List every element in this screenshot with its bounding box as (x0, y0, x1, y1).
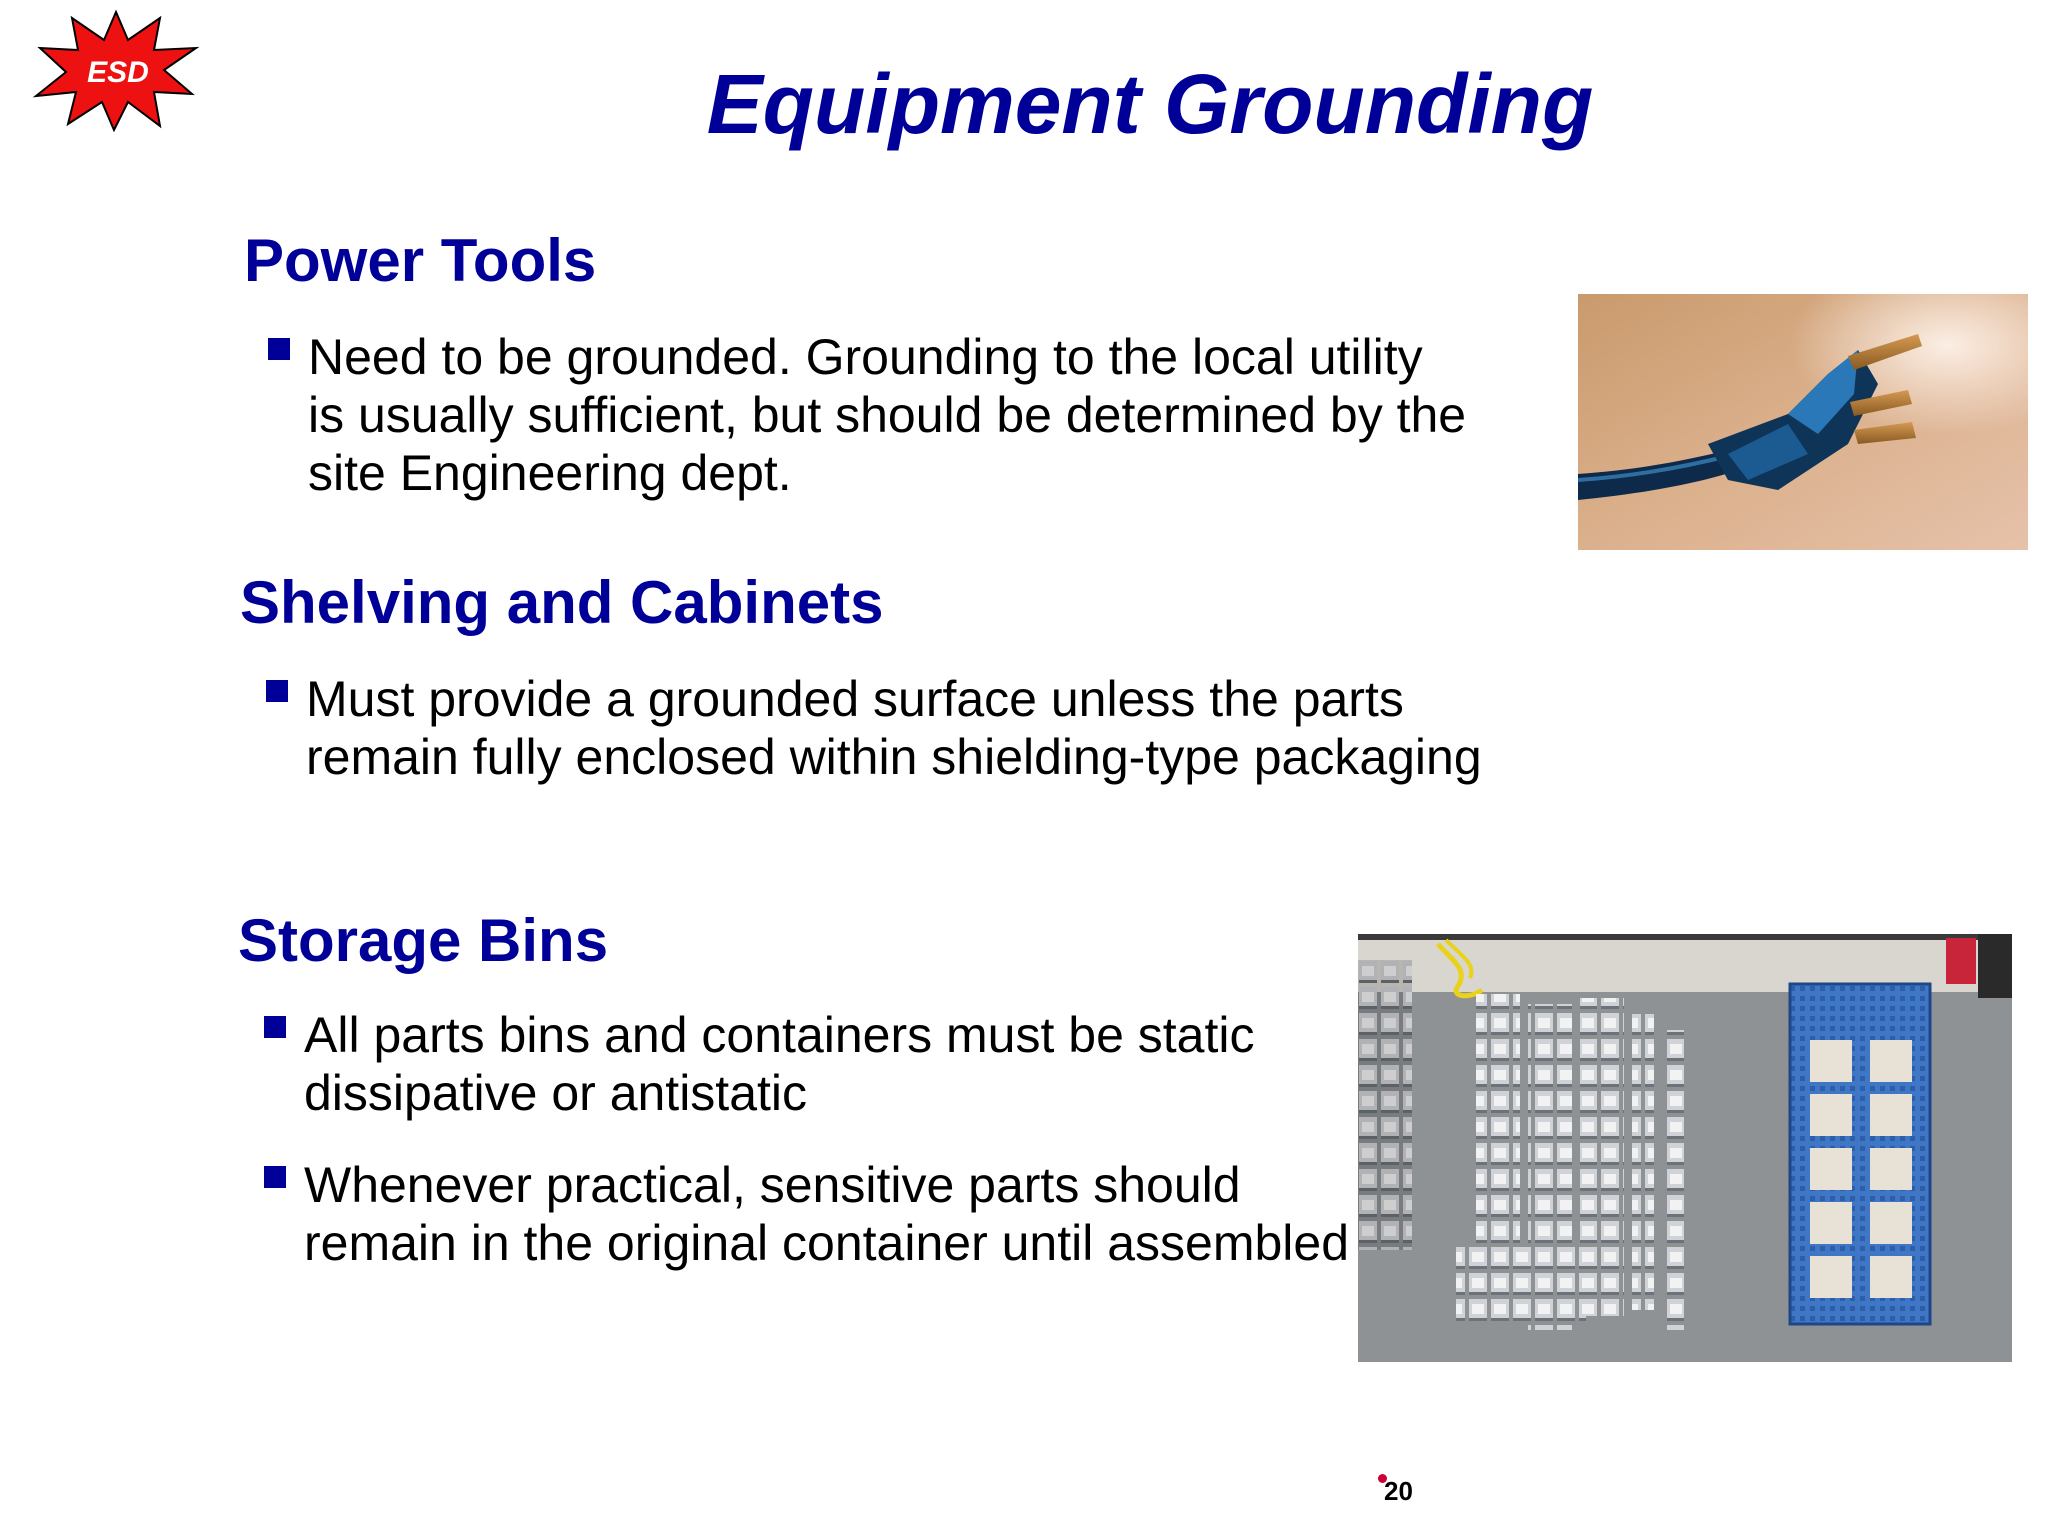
storage-bins-image (1358, 934, 2012, 1362)
bullet-text: Need to be grounded. Grounding to the local utility is usually sufficient, but should be determined by the site Engineering dept. (308, 329, 1467, 501)
bullet-shelving-1 (266, 670, 1566, 786)
heading-power-tools: Power Tools (244, 227, 597, 294)
power-plug-photo (1578, 294, 2028, 550)
power-plug-image (1578, 294, 2028, 550)
bullet-storage-2 (264, 1156, 1364, 1272)
bullet-square-icon (264, 1166, 286, 1188)
bullet-text: Must provide a grounded surface unless the parts remain fully enclosed within shielding-type packaging (306, 671, 1482, 785)
esd-badge-icon (32, 8, 200, 132)
bullet-power-tools-1 (268, 328, 1468, 502)
heading-storage-bins: Storage Bins (238, 907, 609, 974)
bullet-text: All parts bins and containers must be static dissipative or antistatic (304, 1007, 1255, 1121)
bullet-square-icon (268, 338, 290, 360)
heading-shelving-cabinets: Shelving and Cabinets (240, 569, 884, 636)
esd-badge-label: ESD (87, 56, 149, 89)
bullet-text: Whenever practical, sensitive parts should remain in the original container until assembled (304, 1157, 1350, 1271)
storage-bins-photo (1358, 934, 2012, 1362)
bullet-square-icon (264, 1016, 286, 1038)
bullet-square-icon (266, 680, 288, 702)
slide-title: Equipment Grounding (706, 57, 1594, 151)
bullet-storage-1 (264, 1006, 1364, 1122)
page-number: 20 (1384, 1476, 1413, 1506)
